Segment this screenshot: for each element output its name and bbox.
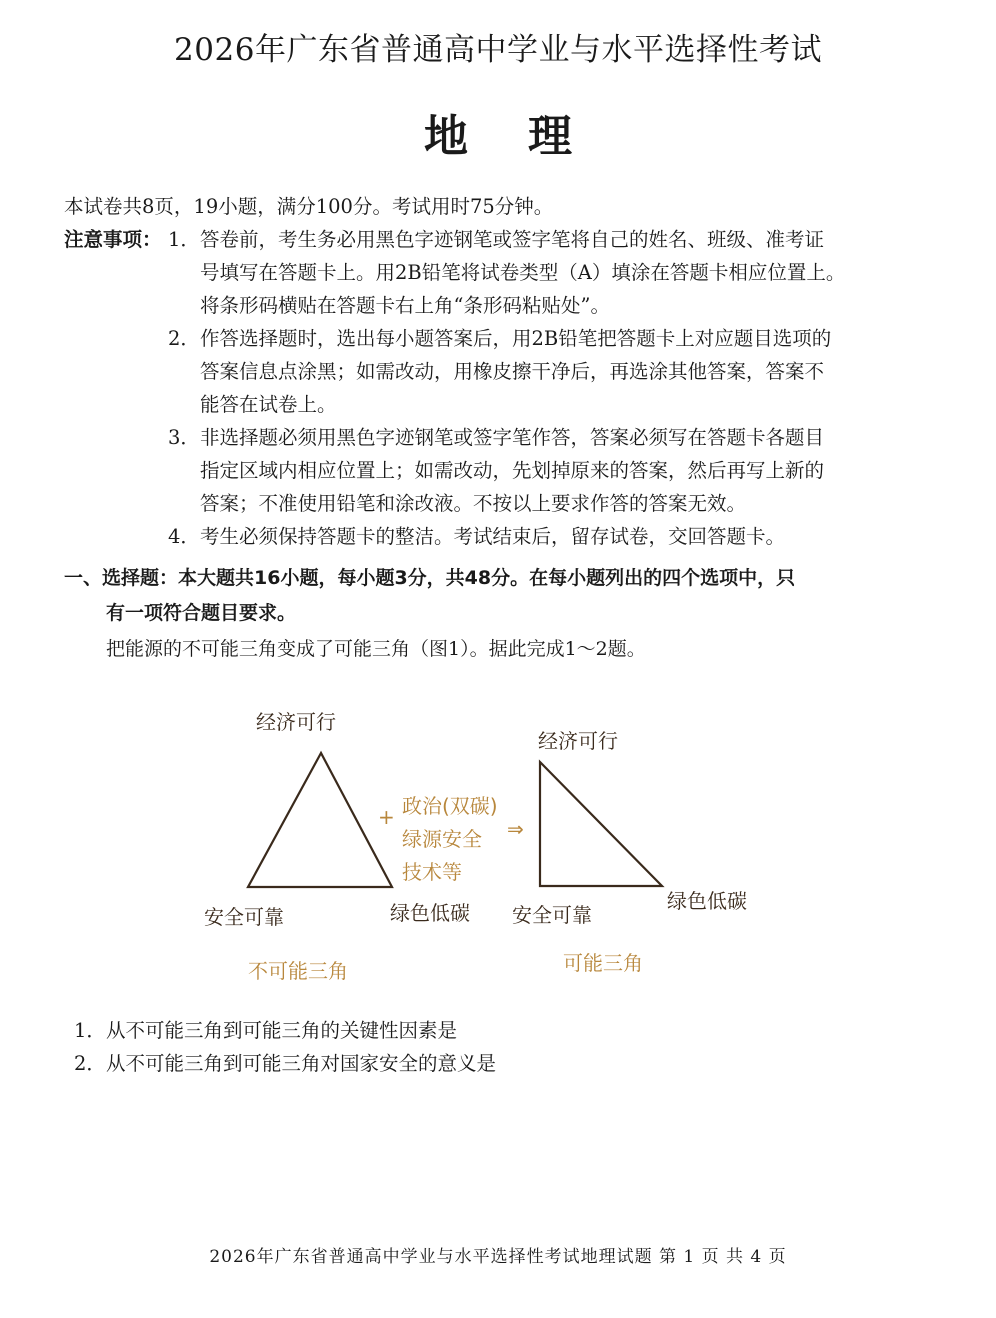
question-1 — [74, 1014, 457, 1047]
exam-title: 2026年广东省普通高中学业与水平选择性考试 — [174, 32, 822, 68]
factor-line: 技术等 — [402, 860, 462, 884]
left-caption: 不可能三角 — [248, 959, 348, 983]
plus-sign: + — [378, 805, 395, 829]
question-num: 1． — [74, 1019, 106, 1042]
subject-char-1: 地 — [424, 111, 468, 162]
notice-num: 2． — [168, 327, 200, 350]
subject-char-2: 理 — [528, 111, 572, 162]
notice-line: 指定区域内相应位置上；如需改动，先划掉原来的答案，然后再写上新的 — [200, 459, 825, 482]
left-bottom-right-label: 绿色低碳 — [390, 901, 470, 925]
notice-line: 答案信息点涂黑；如需改动，用橡皮擦干净后，再选涂其他答案，答案不 — [200, 360, 825, 383]
section-heading-cont: 有一项符合题目要求。 — [106, 602, 297, 624]
right-bottom-left-label: 安全可靠 — [512, 903, 592, 927]
notice-num: 1． — [168, 228, 200, 251]
figure-energy-triangles — [190, 690, 790, 1000]
question-num: 2． — [74, 1052, 106, 1075]
right-top-label: 经济可行 — [538, 729, 618, 753]
notice-label: 注意事项： — [64, 228, 162, 251]
notice-line: 答案；不准使用铅笔和涂改液。不按以上要求作答的答案无效。 — [200, 492, 747, 515]
subject-title — [0, 100, 996, 164]
possible-triangle — [540, 762, 662, 886]
question-text: 从不可能三角到可能三角对国家安全的意义是 — [106, 1052, 497, 1075]
section-heading: 一、选择题：本大题共16小题，每小题3分，共48分。在每小题列出的四个选项中，只 — [64, 567, 796, 589]
left-bottom-left-label: 安全可靠 — [204, 905, 284, 929]
page-footer: 2026年广东省普通高中学业与水平选择性考试地理试题 第 1 页 共 4 页 — [209, 1247, 787, 1267]
notice-line: 将条形码横贴在答题卡右上角“条形码粘贴处”。 — [200, 294, 610, 317]
notice-line: 考生必须保持答题卡的整洁。考试结束后，留存试卷，交回答题卡。 — [200, 525, 786, 548]
notice-item-3 — [168, 421, 824, 454]
notice-num: 3． — [168, 426, 200, 449]
notice-item-1 — [168, 223, 824, 256]
right-caption: 可能三角 — [563, 951, 643, 975]
notice-line: 作答选择题时，选出每小题答案后，用2B铅笔把答题卡上对应题目选项的 — [200, 327, 832, 350]
right-bottom-right-label: 绿色低碳 — [667, 889, 747, 913]
factor-line: 政治(双碳) — [402, 794, 498, 818]
question-2 — [74, 1047, 496, 1080]
impossible-triangle — [248, 753, 392, 887]
notice-line: 能答在试卷上。 — [200, 393, 337, 416]
question-stem: 把能源的不可能三角变成了可能三角（图1）。据此完成1～2题。 — [106, 638, 646, 660]
notice-line: 答卷前，考生务必用黑色字迹钢笔或签字笔将自己的姓名、班级、准考证 — [200, 228, 825, 251]
question-text: 从不可能三角到可能三角的关键性因素是 — [106, 1019, 458, 1042]
notice-num: 4． — [168, 525, 200, 548]
notice-item-2 — [168, 322, 831, 355]
notice-line: 非选择题必须用黑色字迹钢笔或签字笔作答，答案必须写在答题卡各题目 — [200, 426, 825, 449]
notice-item-4 — [168, 520, 785, 553]
transform-arrow: ⇒ — [507, 817, 524, 841]
left-top-label: 经济可行 — [256, 710, 336, 734]
notice-line: 号填写在答题卡上。用2B铅笔将试卷类型（A）填涂在答题卡相应位置上。 — [200, 261, 846, 284]
intro-text: 本试卷共8页，19小题，满分100分。考试用时75分钟。 — [64, 195, 554, 218]
factor-line: 绿源安全 — [402, 827, 482, 851]
